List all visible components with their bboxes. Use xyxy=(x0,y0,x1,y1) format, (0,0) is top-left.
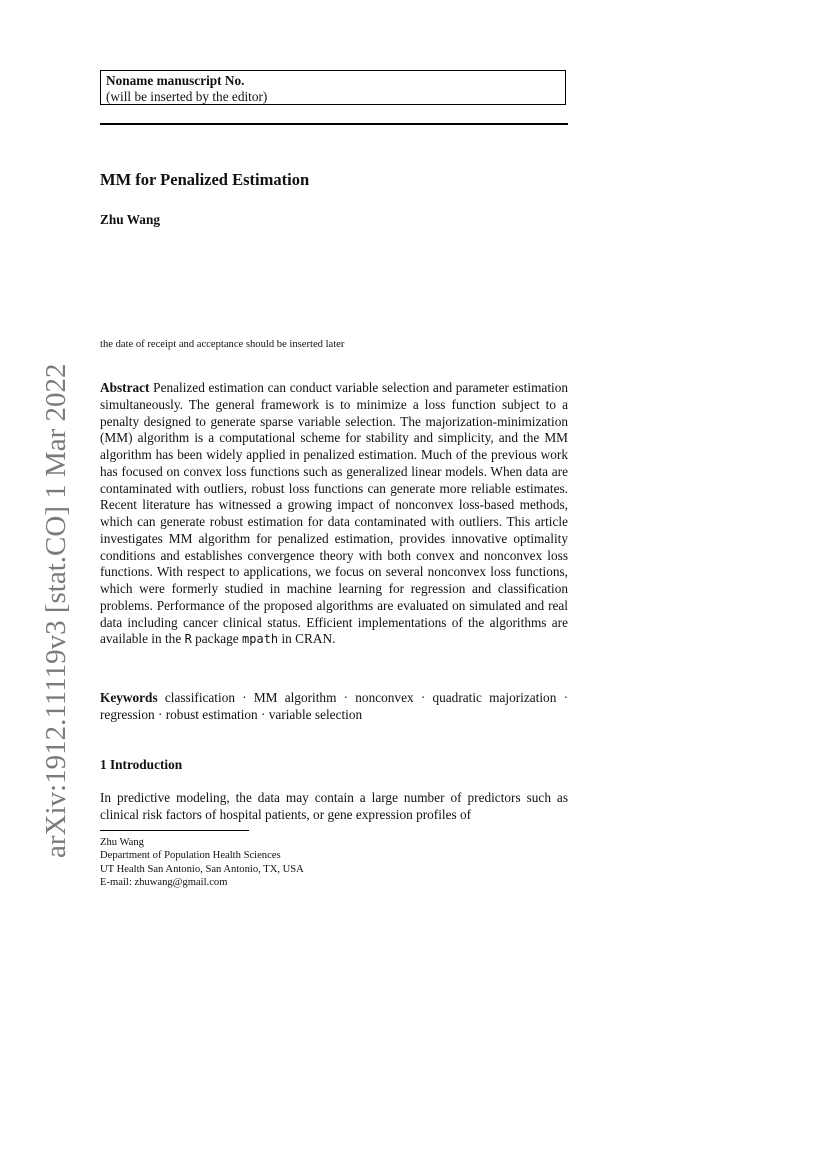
affiliation-department: Department of Population Health Sciences xyxy=(100,850,281,862)
editor-header-box xyxy=(100,70,566,105)
abstract-code-mpath: mpath xyxy=(242,632,279,647)
affiliation-email: E-mail: zhuwang@gmail.com xyxy=(100,876,228,888)
keywords-text: classification · MM algorithm · nonconvex · quadratic majorization · regression · robust estimation · variable selection xyxy=(100,690,568,722)
author-name: Zhu Wang xyxy=(100,212,160,227)
arxiv-identifier-stamp: arXiv:1912.11119v3 [stat.CO] 1 Mar 2022 xyxy=(40,363,72,858)
manuscript-number: Noname manuscript No. xyxy=(106,73,245,88)
author-affiliation xyxy=(100,836,304,889)
abstract-text-end: in CRAN. xyxy=(281,631,336,647)
header-rule xyxy=(100,123,568,125)
abstract-text: Penalized estimation can conduct variable selection and parameter estimation simultaneously. The general framework is to minimize a loss function subject to a penalty designed to generate sparse variable selection. The majorization-minimization (MM) algorithm is a computational scheme for stability and simplicity, and the MM algorithm has been widely applied in penalized estimation. Much of the previous work has focused on convex loss functions such as generalized linear models. When data are contaminated with outliers, robust loss functions can generate more reliable estimates. Recent literature has witnessed a growing impact of nonconvex loss-based methods, which can generate robust estimation for data contaminated with outliers. This article investigates MM algorithm for penalized estimation, provides innovative optimality conditions and establishes convergence theory with both convex and nonconvex loss functions. With respect to applications, we focus on several nonconvex loss functions, which were formerly studied in machine learning for regression and classification problems. Performance of the proposed algorithms are evaluated on simulated and real data including cancer clinical status. Efficient implementations of the algorithms are available in the xyxy=(100,380,569,647)
footnote-rule xyxy=(100,830,249,831)
received-date-note: the date of receipt and acceptance should be inserted later xyxy=(100,339,345,350)
introduction-text: In predictive modeling, the data may contain a large number of predictors such as clinical risk factors of hospital patients, or gene expression profiles of xyxy=(100,790,568,822)
keywords-label: Keywords xyxy=(100,690,158,705)
paper-title: MM for Penalized Estimation xyxy=(100,170,310,189)
affiliation-name: Zhu Wang xyxy=(100,837,144,848)
abstract-label: Abstract xyxy=(100,380,150,395)
abstract-text-package: package xyxy=(195,631,239,647)
abstract xyxy=(100,380,568,648)
affiliation-institution: UT Health San Antonio, San Antonio, TX, USA xyxy=(100,863,304,875)
editor-note: (will be inserted by the editor) xyxy=(106,88,268,104)
abstract-code-r: R xyxy=(184,632,192,647)
keywords xyxy=(100,690,568,724)
section-heading-introduction: 1 Introduction xyxy=(100,757,183,772)
